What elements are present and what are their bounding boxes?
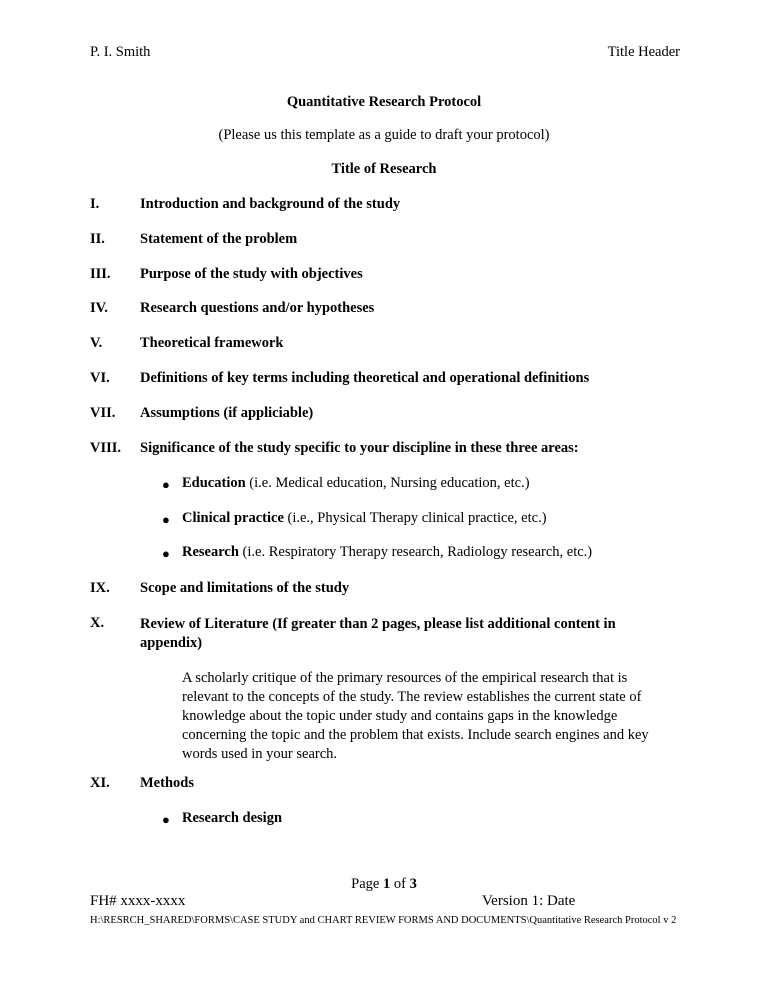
section-number: IV. bbox=[90, 300, 108, 316]
section-heading: Purpose of the study with objectives bbox=[140, 266, 363, 282]
bullet-icon: ● bbox=[162, 477, 170, 492]
bullet-bold: Clinical practice bbox=[182, 510, 284, 526]
section-heading: Methods bbox=[140, 775, 194, 791]
bullet-text: (i.e. Respiratory Therapy research, Radiology research, etc.) bbox=[238, 544, 593, 560]
section-heading: Definitions of key terms including theoretical and operational definitions bbox=[140, 370, 590, 386]
page-number bbox=[0, 876, 768, 893]
list-item bbox=[182, 510, 547, 527]
header-title: Title Header bbox=[607, 44, 680, 60]
section-number: XI. bbox=[90, 775, 110, 791]
bullet-icon: ● bbox=[162, 512, 170, 527]
section-number: II. bbox=[90, 231, 105, 247]
section-number: III. bbox=[90, 266, 111, 282]
document-subtitle: (Please us this template as a guide to draft your protocol) bbox=[218, 127, 550, 143]
section-heading: Introduction and background of the study bbox=[140, 196, 401, 212]
page-current: 1 bbox=[382, 876, 391, 892]
bullet-text: (i.e. Medical education, Nursing education, etc.) bbox=[245, 475, 530, 491]
research-title: Title of Research bbox=[331, 161, 437, 177]
bullet-text: (i.e., Physical Therapy clinical practice, etc.) bbox=[283, 510, 547, 526]
section-heading: Significance of the study specific to your discipline in these three areas: bbox=[140, 440, 579, 456]
section-number: VII. bbox=[90, 405, 116, 421]
page-prefix: Page bbox=[351, 876, 383, 892]
file-path: H:\RESRCH_SHARED\FORMS\CASE STUDY and CHART REVIEW FORMS AND DOCUMENTS\Quantitative Research Protocol v 2 bbox=[90, 915, 677, 926]
form-number: FH# xxxx-xxxx bbox=[90, 893, 186, 909]
section-heading: Statement of the problem bbox=[140, 231, 298, 247]
bullet-icon: ● bbox=[162, 546, 170, 561]
header-author: P. I. Smith bbox=[90, 44, 151, 60]
list-item: Research design bbox=[182, 810, 283, 826]
section-number: IX. bbox=[90, 580, 110, 596]
list-item bbox=[182, 475, 530, 492]
section-number: V. bbox=[90, 335, 103, 351]
page-of: of bbox=[390, 876, 410, 892]
section-heading: Scope and limitations of the study bbox=[140, 580, 350, 596]
version-label: Version 1: Date bbox=[482, 893, 576, 909]
section-heading: Assumptions (if appliciable) bbox=[140, 405, 314, 421]
list-item bbox=[182, 544, 592, 561]
section-number: I. bbox=[90, 196, 100, 212]
literature-description: A scholarly critique of the primary resources of the empirical research that is relevant to the concepts of the study. The review establishes the current state of knowledge about the topic under study and contains gaps in the knowledge concerning the topic and the problem that exists. Include search engines and key words used in your search. bbox=[182, 670, 649, 762]
bullet-bold: Education bbox=[182, 475, 246, 491]
bullet-icon: ● bbox=[162, 812, 170, 827]
section-number: VI. bbox=[90, 370, 110, 386]
page-total: 3 bbox=[409, 876, 417, 892]
section-number: X. bbox=[90, 615, 105, 631]
section-heading: Theoretical framework bbox=[140, 335, 284, 351]
document-title: Quantitative Research Protocol bbox=[286, 94, 482, 110]
section-heading: Review of Literature (If greater than 2 pages, please list additional content in appendix) bbox=[140, 616, 616, 651]
section-number: VIII. bbox=[90, 440, 122, 456]
bullet-bold: Research bbox=[182, 544, 239, 560]
section-heading: Research questions and/or hypotheses bbox=[140, 300, 375, 316]
